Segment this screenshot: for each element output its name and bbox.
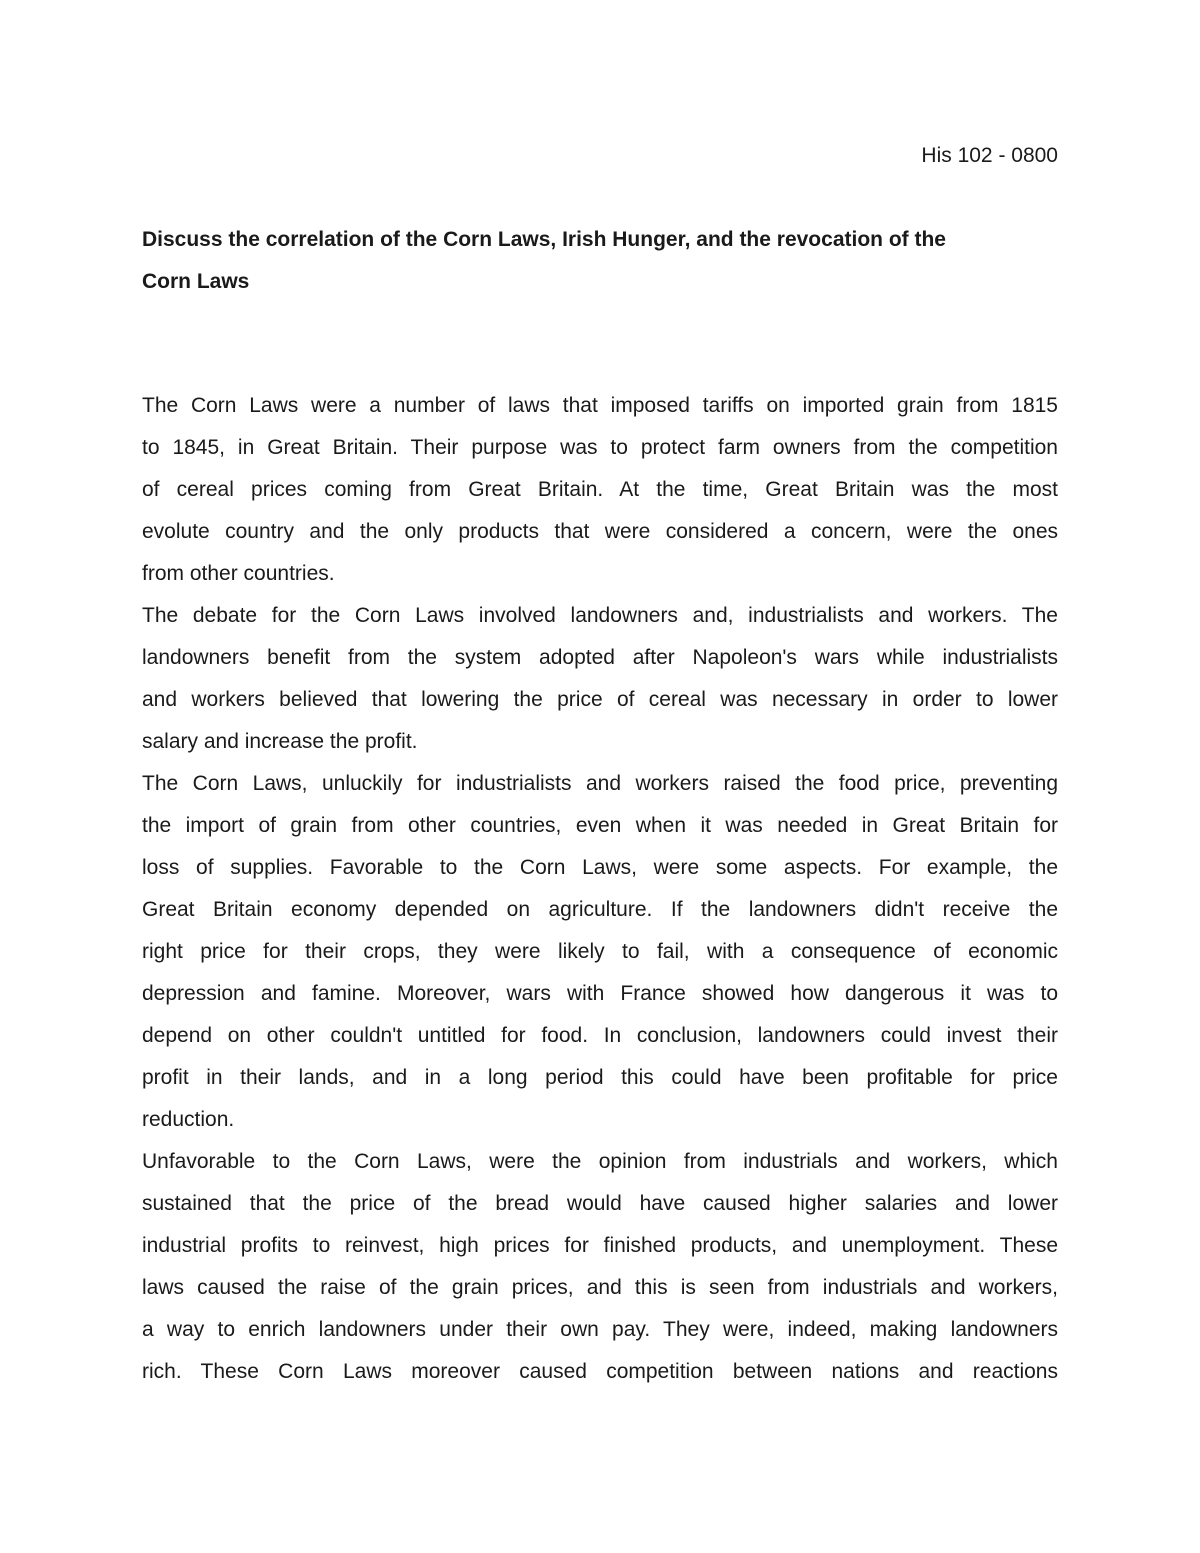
essay-title-line: Discuss the correlation of the Corn Laws, Irish Hunger, and the revocation of the	[142, 228, 946, 251]
body-text-line: sustained that the price of the bread would have caused higher salaries and lower	[142, 1192, 1058, 1215]
body-text-line: depend on other couldn't untitled for food. In conclusion, landowners could invest their	[142, 1024, 1058, 1047]
body-text-line: profit in their lands, and in a long period this could have been profitable for price	[142, 1066, 1058, 1089]
body-text-line: Unfavorable to the Corn Laws, were the opinion from industrials and workers, which	[142, 1150, 1058, 1173]
essay-title-line: Corn Laws	[142, 270, 250, 293]
body-text-line: The Corn Laws, unluckily for industrialists and workers raised the food price, preventing	[142, 772, 1058, 795]
body-text-line: Great Britain economy depended on agriculture. If the landowners didn't receive the	[142, 898, 1058, 921]
course-code: His 102 - 0800	[921, 144, 1058, 167]
body-text-line: the import of grain from other countries, even when it was needed in Great Britain for	[142, 814, 1058, 837]
body-text-line: salary and increase the profit.	[142, 730, 418, 753]
body-text-line: The debate for the Corn Laws involved landowners and, industrialists and workers. The	[142, 604, 1058, 627]
body-text-line: to 1845, in Great Britain. Their purpose was to protect farm owners from the competition	[142, 436, 1058, 459]
body-text-line: rich. These Corn Laws moreover caused competition between nations and reactions	[142, 1360, 1058, 1383]
body-text-line: reduction.	[142, 1108, 235, 1131]
body-text-line: laws caused the raise of the grain prices, and this is seen from industrials and workers,	[142, 1276, 1058, 1299]
body-text-line: The Corn Laws were a number of laws that imposed tariffs on imported grain from 1815	[142, 394, 1058, 417]
body-text-line: evolute country and the only products that were considered a concern, were the ones	[142, 520, 1058, 543]
essay-title	[142, 219, 1060, 303]
body-text-line: of cereal prices coming from Great Britain. At the time, Great Britain was the most	[142, 478, 1058, 501]
body-text-line: from other countries.	[142, 562, 335, 585]
body-text-line: landowners benefit from the system adopted after Napoleon's wars while industrialists	[142, 646, 1058, 669]
body-text-line: a way to enrich landowners under their own pay. They were, indeed, making landowners	[142, 1318, 1058, 1341]
body-text-line: right price for their crops, they were likely to fail, with a consequence of economic	[142, 940, 1058, 963]
essay-body	[142, 385, 1058, 1393]
body-text-line: depression and famine. Moreover, wars with France showed how dangerous it was to	[142, 982, 1058, 1005]
body-text-line: loss of supplies. Favorable to the Corn Laws, were some aspects. For example, the	[142, 856, 1058, 879]
body-text-line: industrial profits to reinvest, high prices for finished products, and unemployment. These	[142, 1234, 1058, 1257]
body-text-line: and workers believed that lowering the price of cereal was necessary in order to lower	[142, 688, 1058, 711]
